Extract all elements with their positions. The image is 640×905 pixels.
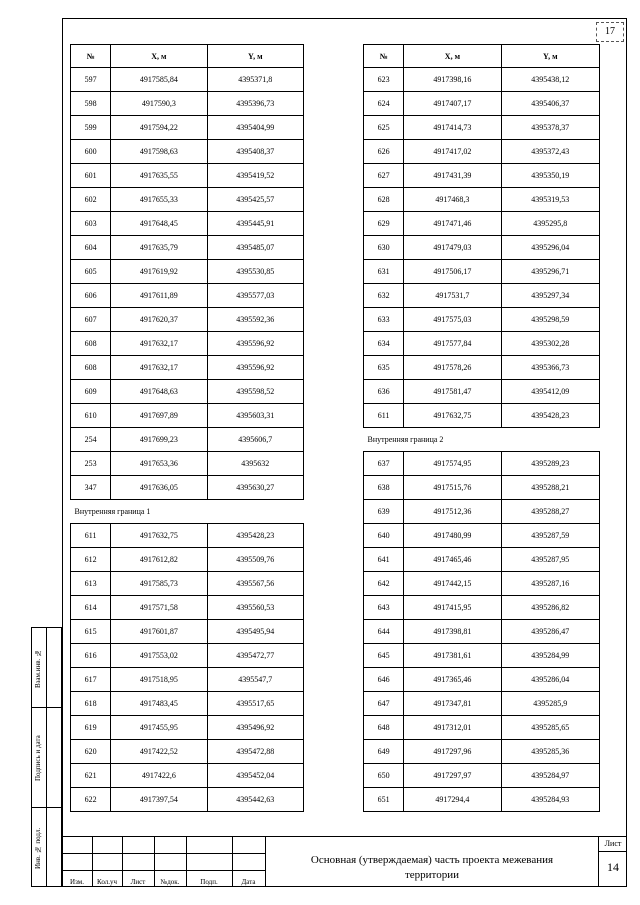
x-coordinate-cell: 4917699,23 <box>111 428 207 452</box>
table-row <box>71 212 304 236</box>
table-row <box>71 716 304 740</box>
section-label-row <box>71 500 304 524</box>
y-coordinate-cell: 4395286,47 <box>501 620 599 644</box>
x-coordinate-cell: 4917347,81 <box>404 692 501 716</box>
y-coordinate-cell: 4395452,04 <box>207 764 303 788</box>
table-row <box>364 380 600 404</box>
table-row <box>364 284 600 308</box>
document-title-cell <box>265 836 598 887</box>
table-row <box>364 788 600 812</box>
y-coordinate-cell: 4395372,43 <box>501 140 599 164</box>
table-row <box>71 476 304 500</box>
point-number-cell: 616 <box>71 644 111 668</box>
header-num: № <box>71 45 111 68</box>
table-row <box>364 740 600 764</box>
table-row <box>364 332 600 356</box>
y-coordinate-cell: 4395632 <box>207 452 303 476</box>
side-stamp-strip <box>31 627 62 887</box>
point-number-cell: 644 <box>364 620 404 644</box>
header-num: № <box>364 45 404 68</box>
stamp-vzam-label: Взам.инв. № <box>34 648 42 689</box>
x-coordinate-cell: 4917632,17 <box>111 332 207 356</box>
table-row <box>364 692 600 716</box>
point-number-cell: 645 <box>364 644 404 668</box>
x-coordinate-cell: 4917636,05 <box>111 476 207 500</box>
y-coordinate-cell: 4395472,88 <box>207 740 303 764</box>
table-row <box>364 500 600 524</box>
y-coordinate-cell: 4395296,71 <box>501 260 599 284</box>
y-coordinate-cell: 4395284,99 <box>501 644 599 668</box>
x-coordinate-cell: 4917479,03 <box>404 236 501 260</box>
y-coordinate-cell: 4395286,82 <box>501 596 599 620</box>
x-coordinate-cell: 4917480,99 <box>404 524 501 548</box>
table-row <box>364 308 600 332</box>
title-block <box>62 836 627 887</box>
point-number-cell: 649 <box>364 740 404 764</box>
point-number-cell: 625 <box>364 116 404 140</box>
page-number: 17 <box>596 22 624 42</box>
point-number-cell: 610 <box>71 404 111 428</box>
point-number-cell: 599 <box>71 116 111 140</box>
x-coordinate-cell: 4917398,81 <box>404 620 501 644</box>
point-number-cell: 641 <box>364 548 404 572</box>
col-list: Лист <box>130 878 146 886</box>
x-coordinate-cell: 4917312,01 <box>404 716 501 740</box>
table-row <box>71 284 304 308</box>
point-number-cell: 608 <box>71 356 111 380</box>
point-number-cell: 611 <box>71 524 111 548</box>
y-coordinate-cell: 4395286,04 <box>501 668 599 692</box>
point-number-cell: 622 <box>71 788 111 812</box>
point-number-cell: 640 <box>364 524 404 548</box>
y-coordinate-cell: 4395302,28 <box>501 332 599 356</box>
y-coordinate-cell: 4395412,09 <box>501 380 599 404</box>
table-row <box>364 596 600 620</box>
table-row <box>364 404 600 428</box>
x-coordinate-cell: 4917575,03 <box>404 308 501 332</box>
point-number-cell: 597 <box>71 68 111 92</box>
x-coordinate-cell: 4917590,3 <box>111 92 207 116</box>
table-row <box>364 620 600 644</box>
x-coordinate-cell: 4917531,7 <box>404 284 501 308</box>
point-number-cell: 627 <box>364 164 404 188</box>
section-label-row <box>364 428 600 452</box>
table-row <box>71 308 304 332</box>
table-row <box>71 764 304 788</box>
point-number-cell: 643 <box>364 596 404 620</box>
point-number-cell: 624 <box>364 92 404 116</box>
col-ndok: №док. <box>160 878 180 886</box>
y-coordinate-cell: 4395396,73 <box>207 92 303 116</box>
table-row <box>71 188 304 212</box>
table-row <box>364 644 600 668</box>
header-x: X, м <box>111 45 207 68</box>
table-row <box>71 260 304 284</box>
x-coordinate-cell: 4917515,76 <box>404 476 501 500</box>
point-number-cell: 632 <box>364 284 404 308</box>
x-coordinate-cell: 4917297,97 <box>404 764 501 788</box>
table-row <box>71 356 304 380</box>
x-coordinate-cell: 4917455,95 <box>111 716 207 740</box>
y-coordinate-cell: 4395596,92 <box>207 332 303 356</box>
y-coordinate-cell: 4395606,7 <box>207 428 303 452</box>
y-coordinate-cell: 4395560,53 <box>207 596 303 620</box>
x-coordinate-cell: 4917620,37 <box>111 308 207 332</box>
y-coordinate-cell: 4395495,94 <box>207 620 303 644</box>
x-coordinate-cell: 4917297,96 <box>404 740 501 764</box>
table-row <box>364 212 600 236</box>
x-coordinate-cell: 4917601,87 <box>111 620 207 644</box>
y-coordinate-cell: 4395496,92 <box>207 716 303 740</box>
x-coordinate-cell: 4917471,46 <box>404 212 501 236</box>
point-number-cell: 605 <box>71 260 111 284</box>
y-coordinate-cell: 4395319,53 <box>501 188 599 212</box>
x-coordinate-cell: 4917381,61 <box>404 644 501 668</box>
point-number-cell: 609 <box>71 380 111 404</box>
table-row <box>71 644 304 668</box>
table-row <box>71 524 304 548</box>
y-coordinate-cell: 4395289,23 <box>501 452 599 476</box>
y-coordinate-cell: 4395378,37 <box>501 116 599 140</box>
y-coordinate-cell: 4395298,59 <box>501 308 599 332</box>
table-row <box>364 92 600 116</box>
point-number-cell: 628 <box>364 188 404 212</box>
point-number-cell: 650 <box>364 764 404 788</box>
point-number-cell: 604 <box>71 236 111 260</box>
y-coordinate-cell: 4395284,93 <box>501 788 599 812</box>
y-coordinate-cell: 4395285,9 <box>501 692 599 716</box>
x-coordinate-cell: 4917697,89 <box>111 404 207 428</box>
x-coordinate-cell: 4917581,47 <box>404 380 501 404</box>
table-row <box>364 356 600 380</box>
point-number-cell: 623 <box>364 68 404 92</box>
point-number-cell: 639 <box>364 500 404 524</box>
x-coordinate-cell: 4917422,6 <box>111 764 207 788</box>
point-number-cell: 618 <box>71 692 111 716</box>
point-number-cell: 638 <box>364 476 404 500</box>
x-coordinate-cell: 4917598,63 <box>111 140 207 164</box>
table-row <box>364 668 600 692</box>
x-coordinate-cell: 4917611,89 <box>111 284 207 308</box>
header-y: Y, м <box>207 45 303 68</box>
x-coordinate-cell: 4917414,73 <box>404 116 501 140</box>
point-number-cell: 253 <box>71 452 111 476</box>
point-number-cell: 633 <box>364 308 404 332</box>
sheet-cell <box>598 836 627 887</box>
table-row <box>71 92 304 116</box>
y-coordinate-cell: 4395284,97 <box>501 764 599 788</box>
point-number-cell: 620 <box>71 740 111 764</box>
point-number-cell: 601 <box>71 164 111 188</box>
table-row <box>71 140 304 164</box>
x-coordinate-cell: 4917655,33 <box>111 188 207 212</box>
table-row <box>364 716 600 740</box>
stamp-vzam <box>31 627 62 708</box>
header-y: Y, м <box>501 45 599 68</box>
y-coordinate-cell: 4395438,12 <box>501 68 599 92</box>
stamp-podpis <box>31 707 62 808</box>
point-number-cell: 636 <box>364 380 404 404</box>
y-coordinate-cell: 4395408,37 <box>207 140 303 164</box>
y-coordinate-cell: 4395285,65 <box>501 716 599 740</box>
point-number-cell: 600 <box>71 140 111 164</box>
col-podp: Подп. <box>200 878 218 886</box>
y-coordinate-cell: 4395288,27 <box>501 500 599 524</box>
point-number-cell: 613 <box>71 572 111 596</box>
section-label: Внутренняя граница 1 <box>74 507 151 516</box>
x-coordinate-cell: 4917635,79 <box>111 236 207 260</box>
x-coordinate-cell: 4917571,58 <box>111 596 207 620</box>
y-coordinate-cell: 4395350,19 <box>501 164 599 188</box>
table-row <box>364 260 600 284</box>
y-coordinate-cell: 4395296,04 <box>501 236 599 260</box>
point-number-cell: 254 <box>71 428 111 452</box>
table-row <box>364 116 600 140</box>
table-row <box>71 548 304 572</box>
point-number-cell: 647 <box>364 692 404 716</box>
x-coordinate-cell: 4917512,36 <box>404 500 501 524</box>
y-coordinate-cell: 4395366,73 <box>501 356 599 380</box>
y-coordinate-cell: 4395577,03 <box>207 284 303 308</box>
table-row <box>364 452 600 476</box>
y-coordinate-cell: 4395287,59 <box>501 524 599 548</box>
y-coordinate-cell: 4395592,36 <box>207 308 303 332</box>
table-row <box>71 68 304 92</box>
x-coordinate-cell: 4917585,84 <box>111 68 207 92</box>
header-x: X, м <box>404 45 501 68</box>
x-coordinate-cell: 4917468,3 <box>404 188 501 212</box>
point-number-cell: 602 <box>71 188 111 212</box>
point-number-cell: 637 <box>364 452 404 476</box>
table-row <box>71 332 304 356</box>
point-number-cell: 629 <box>364 212 404 236</box>
point-number-cell: 598 <box>71 92 111 116</box>
x-coordinate-cell: 4917431,39 <box>404 164 501 188</box>
y-coordinate-cell: 4395428,23 <box>501 404 599 428</box>
y-coordinate-cell: 4395288,21 <box>501 476 599 500</box>
table-row <box>364 476 600 500</box>
y-coordinate-cell: 4395428,23 <box>207 524 303 548</box>
x-coordinate-cell: 4917422,52 <box>111 740 207 764</box>
table-row <box>364 68 600 92</box>
table-row <box>364 188 600 212</box>
y-coordinate-cell: 4395297,34 <box>501 284 599 308</box>
x-coordinate-cell: 4917612,82 <box>111 548 207 572</box>
x-coordinate-cell: 4917407,17 <box>404 92 501 116</box>
y-coordinate-cell: 4395517,65 <box>207 692 303 716</box>
point-number-cell: 631 <box>364 260 404 284</box>
y-coordinate-cell: 4395485,07 <box>207 236 303 260</box>
x-coordinate-cell: 4917365,46 <box>404 668 501 692</box>
document-title: Основная (утверждаемая) часть проекта межевания территории <box>310 854 554 881</box>
point-number-cell: 606 <box>71 284 111 308</box>
table-row <box>364 164 600 188</box>
stamp-inv <box>31 807 62 887</box>
y-coordinate-cell: 4395404,99 <box>207 116 303 140</box>
x-coordinate-cell: 4917653,36 <box>111 452 207 476</box>
table-row <box>71 116 304 140</box>
x-coordinate-cell: 4917578,26 <box>404 356 501 380</box>
x-coordinate-cell: 4917619,92 <box>111 260 207 284</box>
x-coordinate-cell: 4917632,75 <box>404 404 501 428</box>
y-coordinate-cell: 4395596,92 <box>207 356 303 380</box>
point-number-cell: 617 <box>71 668 111 692</box>
x-coordinate-cell: 4917553,02 <box>111 644 207 668</box>
x-coordinate-cell: 4917594,22 <box>111 116 207 140</box>
table-row <box>364 236 600 260</box>
coordinates-table-left <box>70 44 304 812</box>
x-coordinate-cell: 4917577,84 <box>404 332 501 356</box>
x-coordinate-cell: 4917585,73 <box>111 572 207 596</box>
point-number-cell: 614 <box>71 596 111 620</box>
x-coordinate-cell: 4917398,16 <box>404 68 501 92</box>
section-label: Внутренняя граница 2 <box>367 435 444 444</box>
table-row <box>364 764 600 788</box>
sheet-number: 14 <box>607 860 619 874</box>
point-number-cell: 648 <box>364 716 404 740</box>
x-coordinate-cell: 4917574,95 <box>404 452 501 476</box>
table-row <box>71 236 304 260</box>
x-coordinate-cell: 4917483,45 <box>111 692 207 716</box>
point-number-cell: 347 <box>71 476 111 500</box>
point-number-cell: 612 <box>71 548 111 572</box>
x-coordinate-cell: 4917415,95 <box>404 596 501 620</box>
x-coordinate-cell: 4917417,02 <box>404 140 501 164</box>
point-number-cell: 646 <box>364 668 404 692</box>
x-coordinate-cell: 4917397,54 <box>111 788 207 812</box>
y-coordinate-cell: 4395419,52 <box>207 164 303 188</box>
table-row <box>364 524 600 548</box>
y-coordinate-cell: 4395630,27 <box>207 476 303 500</box>
table-row <box>71 620 304 644</box>
stamp-inv-label: Инв. № подл. <box>34 827 42 869</box>
point-number-cell: 642 <box>364 572 404 596</box>
x-coordinate-cell: 4917632,17 <box>111 356 207 380</box>
point-number-cell: 621 <box>71 764 111 788</box>
y-coordinate-cell: 4395509,76 <box>207 548 303 572</box>
table-row <box>71 596 304 620</box>
point-number-cell: 607 <box>71 308 111 332</box>
table-row <box>364 548 600 572</box>
table-row <box>364 572 600 596</box>
x-coordinate-cell: 4917294,4 <box>404 788 501 812</box>
y-coordinate-cell: 4395425,57 <box>207 188 303 212</box>
y-coordinate-cell: 4395295,8 <box>501 212 599 236</box>
point-number-cell: 603 <box>71 212 111 236</box>
y-coordinate-cell: 4395603,31 <box>207 404 303 428</box>
table-row <box>71 404 304 428</box>
point-number-cell: 634 <box>364 332 404 356</box>
y-coordinate-cell: 4395406,37 <box>501 92 599 116</box>
table-row <box>71 668 304 692</box>
x-coordinate-cell: 4917635,55 <box>111 164 207 188</box>
x-coordinate-cell: 4917648,45 <box>111 212 207 236</box>
x-coordinate-cell: 4917518,95 <box>111 668 207 692</box>
y-coordinate-cell: 4395285,36 <box>501 740 599 764</box>
point-number-cell: 619 <box>71 716 111 740</box>
table-row <box>71 572 304 596</box>
table-row <box>71 428 304 452</box>
table-row <box>71 452 304 476</box>
y-coordinate-cell: 4395442,63 <box>207 788 303 812</box>
point-number-cell: 651 <box>364 788 404 812</box>
table-row <box>71 692 304 716</box>
y-coordinate-cell: 4395547,7 <box>207 668 303 692</box>
table-row <box>71 788 304 812</box>
point-number-cell: 630 <box>364 236 404 260</box>
col-izm: Изм. <box>70 878 84 886</box>
point-number-cell: 611 <box>364 404 404 428</box>
coordinates-table-right <box>363 44 600 812</box>
point-number-cell: 615 <box>71 620 111 644</box>
y-coordinate-cell: 4395472,77 <box>207 644 303 668</box>
x-coordinate-cell: 4917442,15 <box>404 572 501 596</box>
y-coordinate-cell: 4395287,95 <box>501 548 599 572</box>
table-row <box>71 740 304 764</box>
title-block-grid <box>62 836 265 887</box>
y-coordinate-cell: 4395598,52 <box>207 380 303 404</box>
point-number-cell: 635 <box>364 356 404 380</box>
stamp-podpis-label: Подпись и дата <box>34 735 42 782</box>
sheet-label: Лист <box>599 837 627 852</box>
y-coordinate-cell: 4395445,91 <box>207 212 303 236</box>
x-coordinate-cell: 4917506,17 <box>404 260 501 284</box>
table-row <box>71 164 304 188</box>
x-coordinate-cell: 4917632,75 <box>111 524 207 548</box>
point-number-cell: 608 <box>71 332 111 356</box>
y-coordinate-cell: 4395567,56 <box>207 572 303 596</box>
y-coordinate-cell: 4395371,8 <box>207 68 303 92</box>
col-data: Дата <box>241 878 256 886</box>
point-number-cell: 626 <box>364 140 404 164</box>
table-row <box>364 140 600 164</box>
table-row <box>71 380 304 404</box>
x-coordinate-cell: 4917648,63 <box>111 380 207 404</box>
y-coordinate-cell: 4395530,85 <box>207 260 303 284</box>
y-coordinate-cell: 4395287,16 <box>501 572 599 596</box>
x-coordinate-cell: 4917465,46 <box>404 548 501 572</box>
col-koluch: Кол.уч <box>97 878 117 886</box>
